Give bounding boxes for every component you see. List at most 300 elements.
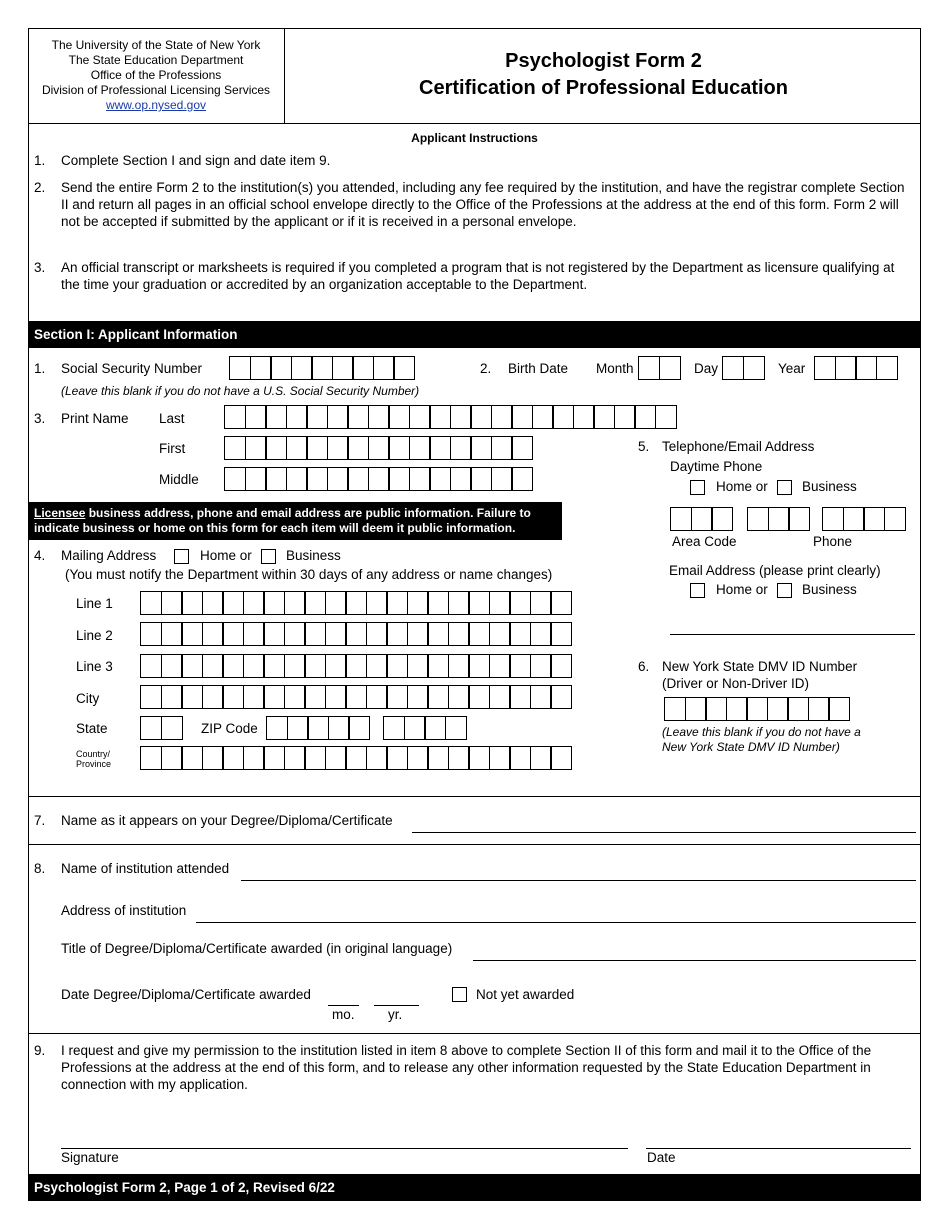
character-box[interactable] bbox=[140, 654, 162, 678]
line2-label: Line 2 bbox=[76, 628, 113, 643]
character-box[interactable] bbox=[368, 467, 390, 491]
character-box[interactable] bbox=[509, 746, 531, 770]
section-title: Section I: Applicant Information bbox=[34, 327, 238, 342]
institution-name-label: Name of institution attended bbox=[61, 861, 230, 876]
dmv-label: New York State DMV ID Number bbox=[662, 659, 858, 674]
character-box[interactable] bbox=[287, 716, 309, 740]
character-box[interactable] bbox=[409, 436, 431, 460]
character-box[interactable] bbox=[366, 746, 388, 770]
website-link[interactable]: www.op.nysed.gov bbox=[105, 98, 207, 112]
first-name-input[interactable] bbox=[224, 436, 533, 460]
footer-text: Psychologist Form 2, Page 1 of 2, Revised 6/22 bbox=[34, 1180, 335, 1195]
character-box[interactable] bbox=[161, 746, 183, 770]
character-box[interactable] bbox=[229, 356, 251, 380]
address-line2-input[interactable] bbox=[140, 622, 572, 646]
character-box[interactable] bbox=[347, 436, 369, 460]
dmv-note-line: (Leave this blank if you do not have a bbox=[662, 725, 861, 739]
character-box[interactable] bbox=[140, 591, 162, 615]
ssn-input[interactable] bbox=[229, 356, 415, 380]
character-box[interactable] bbox=[304, 685, 326, 709]
character-box[interactable] bbox=[655, 405, 677, 429]
degree-name-label: Name as it appears on your Degree/Diploma/Certificate bbox=[61, 813, 393, 828]
public-notice-text: business address, phone and email address are public information. Failure to indicate business or home on this form for each item will deem it public information. bbox=[34, 506, 531, 535]
phone-label: Phone bbox=[813, 534, 853, 549]
character-box[interactable] bbox=[202, 591, 224, 615]
character-box[interactable] bbox=[788, 507, 810, 531]
character-box[interactable] bbox=[787, 697, 809, 721]
character-box[interactable] bbox=[593, 405, 615, 429]
form-title-line1: Psychologist Form 2 bbox=[505, 50, 702, 72]
character-box[interactable] bbox=[407, 654, 429, 678]
character-box[interactable] bbox=[286, 405, 308, 429]
daytime-phone-label: Daytime Phone bbox=[670, 459, 763, 474]
line3-label: Line 3 bbox=[76, 659, 113, 674]
character-box[interactable] bbox=[429, 436, 451, 460]
character-box[interactable] bbox=[202, 685, 224, 709]
character-box[interactable] bbox=[509, 591, 531, 615]
character-box[interactable] bbox=[366, 591, 388, 615]
character-box[interactable] bbox=[491, 436, 513, 460]
character-box[interactable] bbox=[552, 405, 574, 429]
character-box[interactable] bbox=[311, 356, 333, 380]
permission-text: I request and give my permission to the institution listed in item 8 above to complete Section II of this form and mail it to the Office of the Professions at the address at the end of this form, and to release any other information requested by the State Education Department in connection with my application. bbox=[61, 1043, 872, 1092]
character-box[interactable] bbox=[550, 746, 572, 770]
character-box[interactable] bbox=[808, 697, 830, 721]
instruction-number: 1. bbox=[34, 153, 46, 168]
character-box[interactable] bbox=[448, 685, 470, 709]
zip-label: ZIP Code bbox=[201, 721, 258, 736]
character-box[interactable] bbox=[427, 654, 449, 678]
character-box[interactable] bbox=[386, 622, 408, 646]
character-box[interactable] bbox=[407, 685, 429, 709]
character-box[interactable] bbox=[386, 746, 408, 770]
character-box[interactable] bbox=[325, 685, 347, 709]
mailing-business-checkbox[interactable] bbox=[261, 549, 276, 564]
item-number: 4. bbox=[34, 548, 46, 563]
not-yet-awarded-label: Not yet awarded bbox=[476, 987, 575, 1002]
address-change-note: (You must notify the Department within 30 days of any address or name changes) bbox=[65, 567, 553, 582]
middle-name-input[interactable] bbox=[224, 467, 533, 491]
character-box[interactable] bbox=[489, 622, 511, 646]
character-box[interactable] bbox=[705, 697, 727, 721]
character-box[interactable] bbox=[270, 356, 292, 380]
degree-title-input-line[interactable] bbox=[473, 960, 916, 961]
email-home-checkbox[interactable] bbox=[690, 583, 705, 598]
character-box[interactable] bbox=[306, 405, 328, 429]
country-label bbox=[76, 749, 111, 769]
character-box[interactable] bbox=[345, 746, 367, 770]
email-input-line[interactable] bbox=[670, 634, 915, 635]
character-box[interactable] bbox=[828, 697, 850, 721]
character-box[interactable] bbox=[265, 436, 287, 460]
character-box[interactable] bbox=[767, 697, 789, 721]
instruction-number: 2. bbox=[34, 180, 46, 195]
institution-name-input-line[interactable] bbox=[241, 880, 916, 881]
character-box[interactable] bbox=[327, 436, 349, 460]
character-box[interactable] bbox=[266, 716, 288, 740]
character-box[interactable] bbox=[509, 654, 531, 678]
character-box[interactable] bbox=[407, 622, 429, 646]
character-box[interactable] bbox=[388, 436, 410, 460]
character-box[interactable] bbox=[263, 622, 285, 646]
phone-business-checkbox[interactable] bbox=[777, 480, 792, 495]
institution-address-input-line[interactable] bbox=[196, 922, 916, 923]
character-box[interactable] bbox=[306, 467, 328, 491]
character-box[interactable] bbox=[573, 405, 595, 429]
character-box[interactable] bbox=[243, 746, 265, 770]
character-box[interactable] bbox=[429, 467, 451, 491]
character-box[interactable] bbox=[445, 716, 467, 740]
character-box[interactable] bbox=[550, 654, 572, 678]
character-box[interactable] bbox=[140, 622, 162, 646]
address-line3-input[interactable] bbox=[140, 654, 572, 678]
character-box[interactable] bbox=[407, 591, 429, 615]
character-box[interactable] bbox=[304, 746, 326, 770]
zip-plus4-input[interactable] bbox=[383, 716, 467, 740]
agency-line: The State Education Department bbox=[68, 53, 244, 67]
character-box[interactable] bbox=[250, 356, 272, 380]
character-box[interactable] bbox=[368, 436, 390, 460]
character-box[interactable] bbox=[245, 405, 267, 429]
character-box[interactable] bbox=[614, 405, 636, 429]
instruction-text: Complete Section I and sign and date item 9. bbox=[61, 153, 331, 168]
character-box[interactable] bbox=[814, 356, 836, 380]
item-number: 3. bbox=[34, 411, 46, 426]
character-box[interactable] bbox=[884, 507, 906, 531]
character-box[interactable] bbox=[224, 467, 246, 491]
character-box[interactable] bbox=[685, 697, 707, 721]
character-box[interactable] bbox=[664, 697, 686, 721]
character-box[interactable] bbox=[325, 622, 347, 646]
ssn-note: (Leave this blank if you do not have a U.S. Social Security Number) bbox=[61, 384, 420, 398]
character-box[interactable] bbox=[263, 746, 285, 770]
character-box[interactable] bbox=[304, 654, 326, 678]
character-box[interactable] bbox=[835, 356, 857, 380]
character-box[interactable] bbox=[245, 467, 267, 491]
character-box[interactable] bbox=[328, 716, 350, 740]
character-box[interactable] bbox=[448, 622, 470, 646]
character-box[interactable] bbox=[284, 685, 306, 709]
character-box[interactable] bbox=[550, 622, 572, 646]
character-box[interactable] bbox=[327, 467, 349, 491]
character-box[interactable] bbox=[511, 467, 533, 491]
email-business-label: Business bbox=[802, 582, 857, 597]
instructions-heading: Applicant Instructions bbox=[411, 131, 538, 145]
year-abbrev-label: yr. bbox=[388, 1007, 403, 1022]
last-name-label: Last bbox=[159, 411, 185, 426]
birth-day-input[interactable] bbox=[722, 356, 765, 380]
character-box[interactable] bbox=[161, 591, 183, 615]
section-divider bbox=[28, 1033, 921, 1034]
character-box[interactable] bbox=[161, 654, 183, 678]
character-box[interactable] bbox=[489, 591, 511, 615]
character-box[interactable] bbox=[468, 591, 490, 615]
character-box[interactable] bbox=[670, 507, 692, 531]
instruction-text: An official transcript or marksheets is required if you completed a program that is not registered by the Department as licensure qualifying at the time your graduation or accredited by an organization acceptable to the Department. bbox=[61, 260, 895, 292]
character-box[interactable] bbox=[181, 622, 203, 646]
ssn-label: Social Security Number bbox=[61, 361, 203, 376]
footer-bar bbox=[28, 1174, 921, 1201]
character-box[interactable] bbox=[345, 685, 367, 709]
character-box[interactable] bbox=[345, 654, 367, 678]
character-box[interactable] bbox=[550, 591, 572, 615]
agency-line: Division of Professional Licensing Services bbox=[41, 83, 271, 97]
character-box[interactable] bbox=[286, 436, 308, 460]
birth-date-label: Birth Date bbox=[508, 361, 569, 376]
character-box[interactable] bbox=[427, 746, 449, 770]
character-box[interactable] bbox=[263, 591, 285, 615]
character-box[interactable] bbox=[450, 436, 472, 460]
character-box[interactable] bbox=[161, 622, 183, 646]
phone-business-label: Business bbox=[802, 479, 857, 494]
character-box[interactable] bbox=[263, 654, 285, 678]
character-box[interactable] bbox=[327, 405, 349, 429]
character-box[interactable] bbox=[386, 591, 408, 615]
first-name-label: First bbox=[159, 441, 186, 456]
character-box[interactable] bbox=[407, 746, 429, 770]
character-box[interactable] bbox=[450, 405, 472, 429]
character-box[interactable] bbox=[429, 405, 451, 429]
character-box[interactable] bbox=[181, 685, 203, 709]
item-number: 1. bbox=[34, 361, 46, 376]
character-box[interactable] bbox=[489, 685, 511, 709]
degree-year-input-line[interactable] bbox=[374, 1005, 419, 1006]
area-code-input[interactable] bbox=[670, 507, 733, 531]
address-line1-input[interactable] bbox=[140, 591, 572, 615]
mailing-business-label: Business bbox=[286, 548, 341, 563]
character-box[interactable] bbox=[530, 685, 552, 709]
character-box[interactable] bbox=[263, 685, 285, 709]
character-box[interactable] bbox=[468, 685, 490, 709]
character-box[interactable] bbox=[222, 654, 244, 678]
instruction-text: Send the entire Form 2 to the institution(s) you attended, including any fee required by the institution, and have the registrar complete Section II and return all pages in an official school envelope directly to the Office of the Professions at the address at the end of this form. Form 2 will not be accepted if submitted by the applicant or if it is received in a personal envelope. bbox=[61, 180, 905, 229]
character-box[interactable] bbox=[843, 507, 865, 531]
character-box[interactable] bbox=[470, 467, 492, 491]
character-box[interactable] bbox=[222, 746, 244, 770]
character-box[interactable] bbox=[284, 591, 306, 615]
character-box[interactable] bbox=[448, 746, 470, 770]
character-box[interactable] bbox=[368, 405, 390, 429]
character-box[interactable] bbox=[366, 685, 388, 709]
character-box[interactable] bbox=[161, 685, 183, 709]
character-box[interactable] bbox=[304, 591, 326, 615]
character-box[interactable] bbox=[181, 654, 203, 678]
character-box[interactable] bbox=[855, 356, 877, 380]
character-box[interactable] bbox=[140, 746, 162, 770]
character-box[interactable] bbox=[347, 467, 369, 491]
character-box[interactable] bbox=[224, 405, 246, 429]
instruction-number: 3. bbox=[34, 260, 46, 275]
character-box[interactable] bbox=[307, 716, 329, 740]
character-box[interactable] bbox=[202, 746, 224, 770]
character-box[interactable] bbox=[722, 356, 744, 380]
character-box[interactable] bbox=[243, 685, 265, 709]
phone-home-label: Home or bbox=[716, 479, 768, 494]
character-box[interactable] bbox=[304, 622, 326, 646]
character-box[interactable] bbox=[448, 591, 470, 615]
character-box[interactable] bbox=[511, 405, 533, 429]
character-box[interactable] bbox=[332, 356, 354, 380]
character-box[interactable] bbox=[386, 685, 408, 709]
agency-block bbox=[30, 38, 282, 113]
character-box[interactable] bbox=[325, 654, 347, 678]
character-box[interactable] bbox=[634, 405, 656, 429]
character-box[interactable] bbox=[509, 622, 531, 646]
item-number: 5. bbox=[638, 439, 650, 454]
character-box[interactable] bbox=[409, 467, 431, 491]
month-abbrev-label: mo. bbox=[332, 1007, 355, 1022]
character-box[interactable] bbox=[450, 467, 472, 491]
character-box[interactable] bbox=[366, 654, 388, 678]
character-box[interactable] bbox=[373, 356, 395, 380]
character-box[interactable] bbox=[388, 467, 410, 491]
not-yet-awarded-checkbox[interactable] bbox=[452, 987, 467, 1002]
birth-month-input[interactable] bbox=[638, 356, 681, 380]
character-box[interactable] bbox=[383, 716, 405, 740]
character-box[interactable] bbox=[306, 436, 328, 460]
character-box[interactable] bbox=[243, 591, 265, 615]
character-box[interactable] bbox=[659, 356, 681, 380]
phone-home-checkbox[interactable] bbox=[690, 480, 705, 495]
country-label-line: Country/ bbox=[76, 749, 111, 759]
character-box[interactable] bbox=[876, 356, 898, 380]
character-box[interactable] bbox=[291, 356, 313, 380]
header-divider bbox=[284, 28, 285, 124]
character-box[interactable] bbox=[224, 436, 246, 460]
form-title bbox=[286, 48, 921, 102]
character-box[interactable] bbox=[348, 716, 370, 740]
degree-month-input-line[interactable] bbox=[328, 1005, 359, 1006]
character-box[interactable] bbox=[638, 356, 660, 380]
character-box[interactable] bbox=[550, 685, 572, 709]
character-box[interactable] bbox=[511, 436, 533, 460]
dmv-note-line: New York State DMV ID Number) bbox=[662, 740, 840, 754]
character-box[interactable] bbox=[711, 507, 733, 531]
year-label: Year bbox=[778, 361, 806, 376]
character-box[interactable] bbox=[222, 591, 244, 615]
character-box[interactable] bbox=[181, 746, 203, 770]
print-name-label: Print Name bbox=[61, 411, 129, 426]
line1-label: Line 1 bbox=[76, 596, 113, 611]
character-box[interactable] bbox=[427, 591, 449, 615]
last-name-input[interactable] bbox=[224, 405, 677, 429]
mailing-home-checkbox[interactable] bbox=[174, 549, 189, 564]
character-box[interactable] bbox=[202, 654, 224, 678]
character-box[interactable] bbox=[468, 622, 490, 646]
telephone-email-label: Telephone/Email Address bbox=[662, 439, 815, 454]
character-box[interactable] bbox=[404, 716, 426, 740]
character-box[interactable] bbox=[427, 622, 449, 646]
character-box[interactable] bbox=[243, 654, 265, 678]
phone-line-input[interactable] bbox=[822, 507, 906, 531]
character-box[interactable] bbox=[325, 591, 347, 615]
signature-label: Signature bbox=[61, 1150, 119, 1165]
character-box[interactable] bbox=[468, 746, 490, 770]
character-box[interactable] bbox=[424, 716, 446, 740]
character-box[interactable] bbox=[140, 685, 162, 709]
character-box[interactable] bbox=[366, 622, 388, 646]
city-input[interactable] bbox=[140, 685, 572, 709]
character-box[interactable] bbox=[691, 507, 713, 531]
city-label: City bbox=[76, 691, 100, 706]
character-box[interactable] bbox=[746, 697, 768, 721]
character-box[interactable] bbox=[743, 356, 765, 380]
character-box[interactable] bbox=[863, 507, 885, 531]
character-box[interactable] bbox=[325, 746, 347, 770]
character-box[interactable] bbox=[448, 654, 470, 678]
character-box[interactable] bbox=[532, 405, 554, 429]
character-box[interactable] bbox=[345, 591, 367, 615]
character-box[interactable] bbox=[222, 622, 244, 646]
character-box[interactable] bbox=[489, 654, 511, 678]
character-box[interactable] bbox=[388, 405, 410, 429]
signature-input-line[interactable] bbox=[61, 1148, 628, 1149]
degree-title-label: Title of Degree/Diploma/Certificate awarded (in original language) bbox=[61, 941, 453, 956]
character-box[interactable] bbox=[530, 654, 552, 678]
character-box[interactable] bbox=[491, 405, 513, 429]
character-box[interactable] bbox=[284, 654, 306, 678]
character-box[interactable] bbox=[181, 591, 203, 615]
character-box[interactable] bbox=[386, 654, 408, 678]
character-box[interactable] bbox=[822, 507, 844, 531]
character-box[interactable] bbox=[470, 405, 492, 429]
character-box[interactable] bbox=[245, 436, 267, 460]
character-box[interactable] bbox=[347, 405, 369, 429]
zip-input[interactable] bbox=[266, 716, 370, 740]
character-box[interactable] bbox=[222, 685, 244, 709]
character-box[interactable] bbox=[284, 746, 306, 770]
character-box[interactable] bbox=[284, 622, 306, 646]
degree-name-input-line[interactable] bbox=[412, 832, 916, 833]
character-box[interactable] bbox=[161, 716, 183, 740]
character-box[interactable] bbox=[530, 746, 552, 770]
character-box[interactable] bbox=[468, 654, 490, 678]
birth-year-input[interactable] bbox=[814, 356, 898, 380]
character-box[interactable] bbox=[427, 685, 449, 709]
character-box[interactable] bbox=[265, 467, 287, 491]
character-box[interactable] bbox=[286, 467, 308, 491]
dmv-id-input[interactable] bbox=[664, 697, 850, 721]
character-box[interactable] bbox=[243, 622, 265, 646]
email-label: Email Address (please print clearly) bbox=[669, 563, 881, 578]
agency-line: Office of the Professions bbox=[90, 68, 222, 82]
character-box[interactable] bbox=[489, 746, 511, 770]
character-box[interactable] bbox=[345, 622, 367, 646]
phone-prefix-input[interactable] bbox=[747, 507, 810, 531]
character-box[interactable] bbox=[265, 405, 287, 429]
character-box[interactable] bbox=[768, 507, 790, 531]
date-input-line[interactable] bbox=[646, 1148, 911, 1149]
country-input[interactable] bbox=[140, 746, 572, 770]
state-input[interactable] bbox=[140, 716, 183, 740]
character-box[interactable] bbox=[530, 622, 552, 646]
character-box[interactable] bbox=[140, 716, 162, 740]
character-box[interactable] bbox=[509, 685, 531, 709]
character-box[interactable] bbox=[202, 622, 224, 646]
email-business-checkbox[interactable] bbox=[777, 583, 792, 598]
character-box[interactable] bbox=[409, 405, 431, 429]
character-box[interactable] bbox=[726, 697, 748, 721]
character-box[interactable] bbox=[393, 356, 415, 380]
email-home-label: Home or bbox=[716, 582, 768, 597]
character-box[interactable] bbox=[491, 467, 513, 491]
character-box[interactable] bbox=[470, 436, 492, 460]
character-box[interactable] bbox=[747, 507, 769, 531]
character-box[interactable] bbox=[530, 591, 552, 615]
mailing-home-label: Home or bbox=[200, 548, 252, 563]
character-box[interactable] bbox=[352, 356, 374, 380]
header-bottom-rule bbox=[28, 123, 921, 124]
